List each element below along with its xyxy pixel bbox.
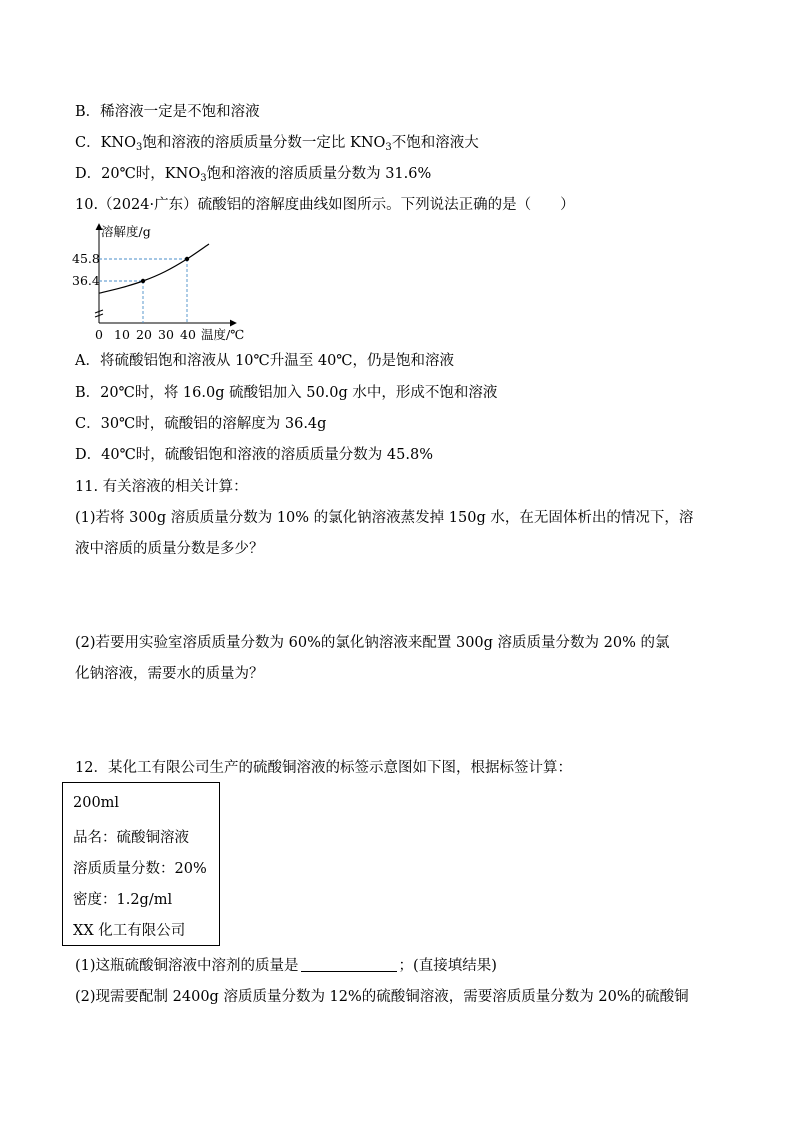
q11-stem: 11. 有关溶液的相关计算： xyxy=(75,479,248,495)
label-volume: 200ml xyxy=(73,795,120,811)
q9-option-b: B．稀溶液一定是不饱和溶液 xyxy=(75,104,260,120)
label-fraction: 溶质质量分数：20% xyxy=(73,861,207,877)
data-point-20 xyxy=(141,279,145,283)
q12-part2: (2)现需要配制 2400g 溶质质量分数为 12%的硫酸铜溶液，需要溶质质量分数为 20%的硫酸铜 xyxy=(75,989,689,1005)
q9-option-c: C．$KNO_3$饱和溶液的溶质质量分数一定比 $KNO_3$不饱和溶液大 xyxy=(75,135,479,153)
q9-option-d: D．20℃时，$KNO_3$饱和溶液的溶质质量分数为 31.6% xyxy=(75,166,432,184)
label-name: 品名：硫酸铜溶液 xyxy=(73,830,189,846)
product-label xyxy=(62,782,220,946)
q12-part1: (1)这瓶硫酸铜溶液中溶剂的质量是 ；(直接填结果) xyxy=(75,958,497,974)
q10-option-d: D．40℃时，硫酸铝饱和溶液的溶质质量分数为 45.8% xyxy=(75,447,433,463)
x-tick-30: 30 xyxy=(158,327,174,342)
q11-part1-line2: 液中溶质的质量分数是多少？ xyxy=(75,541,264,557)
x-tick-10: 10 xyxy=(114,327,130,342)
q12-stem: 12．某化工有限公司生产的硫酸铜溶液的标签示意图如下图，根据标签计算： xyxy=(75,760,572,776)
data-point-40 xyxy=(185,257,189,261)
dashed-guides xyxy=(99,259,187,323)
q10-option-a: A．将硫酸铝饱和溶液从 10℃升温至 40℃，仍是饱和溶液 xyxy=(75,353,455,369)
q10-option-c: C．30℃时，硫酸铝的溶解度为 36.4g xyxy=(75,416,327,432)
q11-part2-line2: 化钠溶液，需要水的质量为？ xyxy=(75,666,264,682)
q11-part1-line1: (1)若将 300g 溶质质量分数为 10% 的氯化钠溶液蒸发掉 150g 水，在无固体析出的情况下，溶 xyxy=(75,510,694,526)
solubility-chart xyxy=(70,220,260,345)
y-tick-45-8: 45.8 xyxy=(72,251,100,266)
q10-option-b: B．20℃时，将 16.0g 硫酸铝加入 50.0g 水中，形成不饱和溶液 xyxy=(75,385,498,401)
y-tick-36-4: 36.4 xyxy=(72,273,100,288)
solubility-curve xyxy=(99,244,209,293)
label-company: XX 化工有限公司 xyxy=(73,923,186,939)
x-tick-20: 20 xyxy=(136,327,152,342)
q10-stem: 10.（2024·广东）硫酸铝的溶解度曲线如图所示。下列说法正确的是（ ） xyxy=(75,197,575,213)
label-density: 密度：1.2g/ml xyxy=(73,892,173,908)
x-axis-label: 温度/℃ xyxy=(201,327,245,342)
x-tick-40: 40 xyxy=(180,327,196,342)
x-tick-0: 0 xyxy=(95,327,103,342)
answer-blank[interactable] xyxy=(301,957,397,972)
y-axis-label: 溶解度/g xyxy=(101,224,151,239)
q11-part2-line1: (2)若要用实验室溶质质量分数为 60%的氯化钠溶液来配置 300g 溶质质量分数为 20% 的氯 xyxy=(75,635,670,651)
